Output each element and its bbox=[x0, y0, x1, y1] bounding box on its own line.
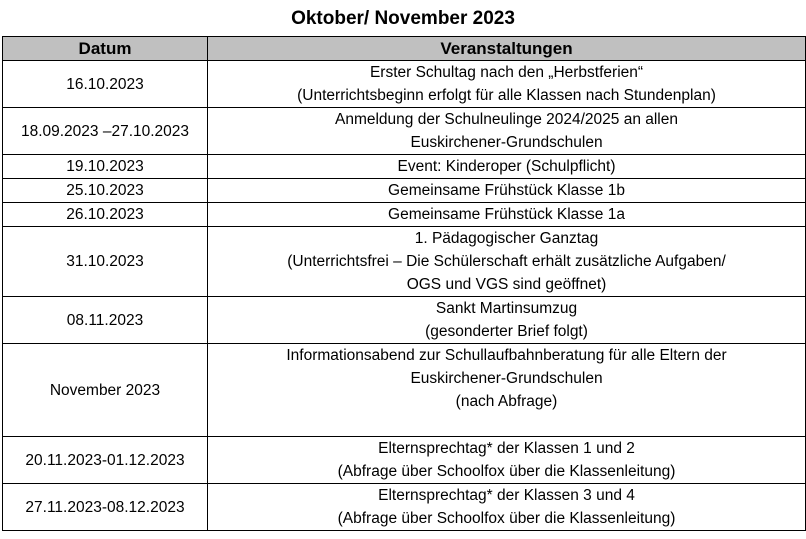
events-table bbox=[2, 36, 806, 531]
date-cell: 25.10.2023 bbox=[3, 179, 208, 203]
date-cell: 19.10.2023 bbox=[3, 155, 208, 179]
event-cell bbox=[208, 179, 806, 203]
table-body bbox=[3, 61, 806, 531]
table-row bbox=[3, 344, 806, 437]
event-line bbox=[212, 413, 801, 436]
event-cell bbox=[208, 484, 806, 531]
table-row bbox=[3, 484, 806, 531]
event-cell bbox=[208, 203, 806, 227]
table-row bbox=[3, 61, 806, 108]
date-cell: 31.10.2023 bbox=[3, 227, 208, 297]
event-line: Informationsabend zur Schullaufbahnberatung für alle Eltern der bbox=[286, 347, 727, 364]
date-cell: 18.09.2023 –27.10.2023 bbox=[3, 108, 208, 155]
event-cell bbox=[208, 61, 806, 108]
event-line: Euskirchener-Grundschulen bbox=[410, 370, 603, 387]
event-line: Event: Kinderoper (Schulpflicht) bbox=[397, 158, 616, 175]
event-line: Sankt Martinsumzug bbox=[435, 300, 578, 317]
event-line: OGS und VGS sind geöffnet) bbox=[406, 276, 607, 293]
header-events: Veranstaltungen bbox=[208, 37, 806, 61]
table-row bbox=[3, 203, 806, 227]
event-cell bbox=[208, 108, 806, 155]
header-row bbox=[3, 37, 806, 61]
event-line: (Abfrage über Schoolfox über die Klassenleitung) bbox=[337, 510, 676, 527]
event-line: Erster Schultag nach den „Herbstferien“ bbox=[369, 64, 644, 81]
event-line: Elternsprechtag* der Klassen 3 und 4 bbox=[378, 487, 635, 504]
event-line: Anmeldung der Schulneulinge 2024/2025 an allen bbox=[335, 111, 678, 128]
table-row bbox=[3, 179, 806, 203]
date-cell: November 2023 bbox=[3, 344, 208, 437]
event-line: 1. Pädagogischer Ganztag bbox=[414, 230, 599, 247]
event-line: (nach Abfrage) bbox=[455, 393, 558, 410]
table-row bbox=[3, 227, 806, 297]
table-row bbox=[3, 155, 806, 179]
event-cell bbox=[208, 227, 806, 297]
page-title: Oktober/ November 2023 bbox=[291, 8, 515, 29]
event-line: (Unterrichtsfrei – Die Schülerschaft erhält zusätzliche Aufgaben/ bbox=[287, 253, 726, 270]
event-cell bbox=[208, 437, 806, 484]
table-row bbox=[3, 297, 806, 344]
event-line: Euskirchener-Grundschulen bbox=[410, 134, 603, 151]
header-date: Datum bbox=[3, 37, 208, 61]
date-cell: 08.11.2023 bbox=[3, 297, 208, 344]
table-row bbox=[3, 437, 806, 484]
event-cell bbox=[208, 155, 806, 179]
date-cell: 27.11.2023-08.12.2023 bbox=[3, 484, 208, 531]
event-line: Gemeinsame Frühstück Klasse 1a bbox=[388, 206, 625, 223]
event-line: Elternsprechtag* der Klassen 1 und 2 bbox=[378, 440, 635, 457]
date-cell: 26.10.2023 bbox=[3, 203, 208, 227]
event-line: (Abfrage über Schoolfox über die Klassenleitung) bbox=[337, 463, 676, 480]
date-cell: 20.11.2023-01.12.2023 bbox=[3, 437, 208, 484]
event-line: (gesonderter Brief folgt) bbox=[425, 323, 588, 340]
event-cell bbox=[208, 344, 806, 437]
event-line: Gemeinsame Frühstück Klasse 1b bbox=[388, 182, 625, 199]
date-cell: 16.10.2023 bbox=[3, 61, 208, 108]
event-cell bbox=[208, 297, 806, 344]
event-line: (Unterrichtsbeginn erfolgt für alle Klassen nach Stundenplan) bbox=[297, 87, 716, 104]
table-row bbox=[3, 108, 806, 155]
